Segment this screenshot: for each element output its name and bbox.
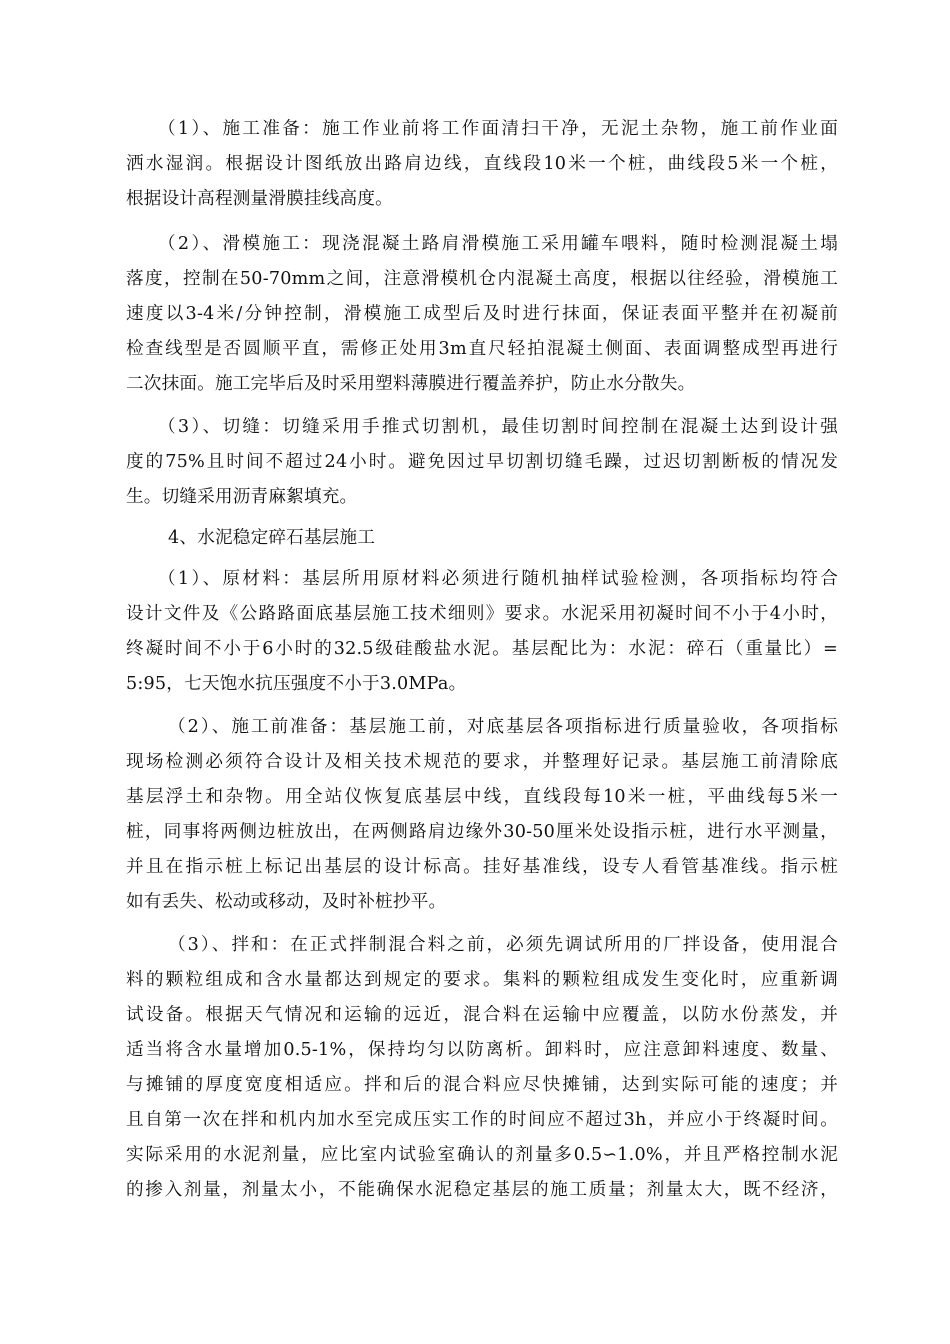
section-heading — [126, 521, 838, 556]
paragraph-preparation — [126, 710, 838, 920]
text-line: 并且在指示桩上标记出基层的设计标高。挂好基准线，设专人看管基准线。指示桩 — [126, 857, 838, 877]
text-line: 洒水湿润。根据设计图纸放出路肩边线，直线段10米一个桩，曲线段5米一个桩， — [126, 154, 838, 174]
text-line: （2）、滑模施工：现浇混凝土路肩滑模施工采用罐车喂料，随时检测混凝土塌 — [158, 234, 838, 254]
text-line: 检查线型是否圆顺平直，需修正处用3m直尺轻拍混凝土侧面、表面调整成型再进行 — [126, 339, 838, 359]
paragraph-joint-cutting — [126, 410, 838, 515]
text-line: 的掺入剂量，剂量太小，不能确保水泥稳定基层的施工质量；剂量太大，既不经济， — [126, 1180, 838, 1200]
text-line: （3）、拌和：在正式拌制混合料之前，必须先调试所用的厂拌设备，使用混合 — [168, 935, 838, 955]
text-line: 根据设计高程测量滑膜挂线高度。 — [126, 189, 393, 209]
text-line: 桩，同事将两侧边桩放出，在两侧路肩边缘外30-50厘米处设指示桩，进行水平测量， — [126, 822, 838, 842]
paragraph-construction-prep — [126, 112, 838, 217]
text-line: 5:95，七天饱水抗压强度不小于3.0MPa。 — [126, 674, 467, 694]
text-line: 试设备。根据天气情况和运输的远近，混合料在运输中应覆盖，以防水份蒸发，并 — [126, 1005, 838, 1025]
heading-text: 4、水泥稳定碎石基层施工 — [168, 528, 376, 548]
text-line: （1）、原材料：基层所用原材料必须进行随机抽样试验检测，各项指标均符合 — [158, 569, 838, 589]
paragraph-mixing — [126, 928, 838, 1208]
text-line: （2）、施工前准备：基层施工前，对底基层各项指标进行质量验收，各项指标 — [168, 717, 838, 737]
text-line: 与摊铺的厚度宽度相适应。拌和后的混合料应尽快摊铺，达到实际可能的速度；并 — [126, 1075, 838, 1095]
text-line: 适当将含水量增加0.5-1%，保持均匀以防离析。卸料时，应注意卸料速度、数量、 — [126, 1040, 838, 1060]
text-line: 生。切缝采用沥青麻絮填充。 — [126, 487, 358, 507]
text-line: 度的75%且时间不超过24小时。避免因过早切割切缝毛躁，过迟切割断板的情况发 — [126, 452, 838, 472]
text-line: 速度以3-4米/分钟控制，滑模施工成型后及时进行抹面，保证表面平整并在初凝前 — [126, 304, 838, 324]
text-line: 落度，控制在50-70mm之间，注意滑模机仓内混凝土高度，根据以往经验，滑模施工 — [126, 269, 838, 289]
text-line: 基层浮土和杂物。用全站仪恢复底基层中线，直线段每10米一桩，平曲线每5米一 — [126, 787, 838, 807]
text-line: （3）、切缝：切缝采用手推式切割机，最佳切割时间控制在混凝土达到设计强 — [158, 417, 838, 437]
paragraph-slipform — [126, 227, 838, 402]
text-line: 设计文件及《公路路面底基层施工技术细则》要求。水泥采用初凝时间不小于4小时， — [126, 604, 838, 624]
text-line: （1）、施工准备：施工作业前将工作面清扫干净，无泥土杂物，施工前作业面 — [158, 119, 838, 139]
text-line: 二次抹面。施工完毕后及时采用塑料薄膜进行覆盖养护，防止水分散失。 — [126, 374, 696, 394]
paragraph-raw-materials — [126, 562, 838, 702]
text-line: 料的颗粒组成和含水量都达到规定的要求。集料的颗粒组成发生变化时，应重新调 — [126, 970, 838, 990]
text-line: 实际采用的水泥剂量，应比室内试验室确认的剂量多0.5∽1.0%，并且严格控制水泥 — [126, 1145, 838, 1165]
text-line: 如有丢失、松动或移动，及时补桩抄平。 — [126, 892, 447, 912]
text-line: 终凝时间不小于6小时的32.5级硅酸盐水泥。基层配比为：水泥：碎石（重量比）= — [126, 639, 838, 659]
text-line: 且自第一次在拌和机内加水至完成压实工作的时间应不超过3h，并应小于终凝时间。 — [126, 1110, 838, 1130]
text-line: 现场检测必须符合设计及相关技术规范的要求，并整理好记录。基层施工前清除底 — [126, 752, 838, 772]
